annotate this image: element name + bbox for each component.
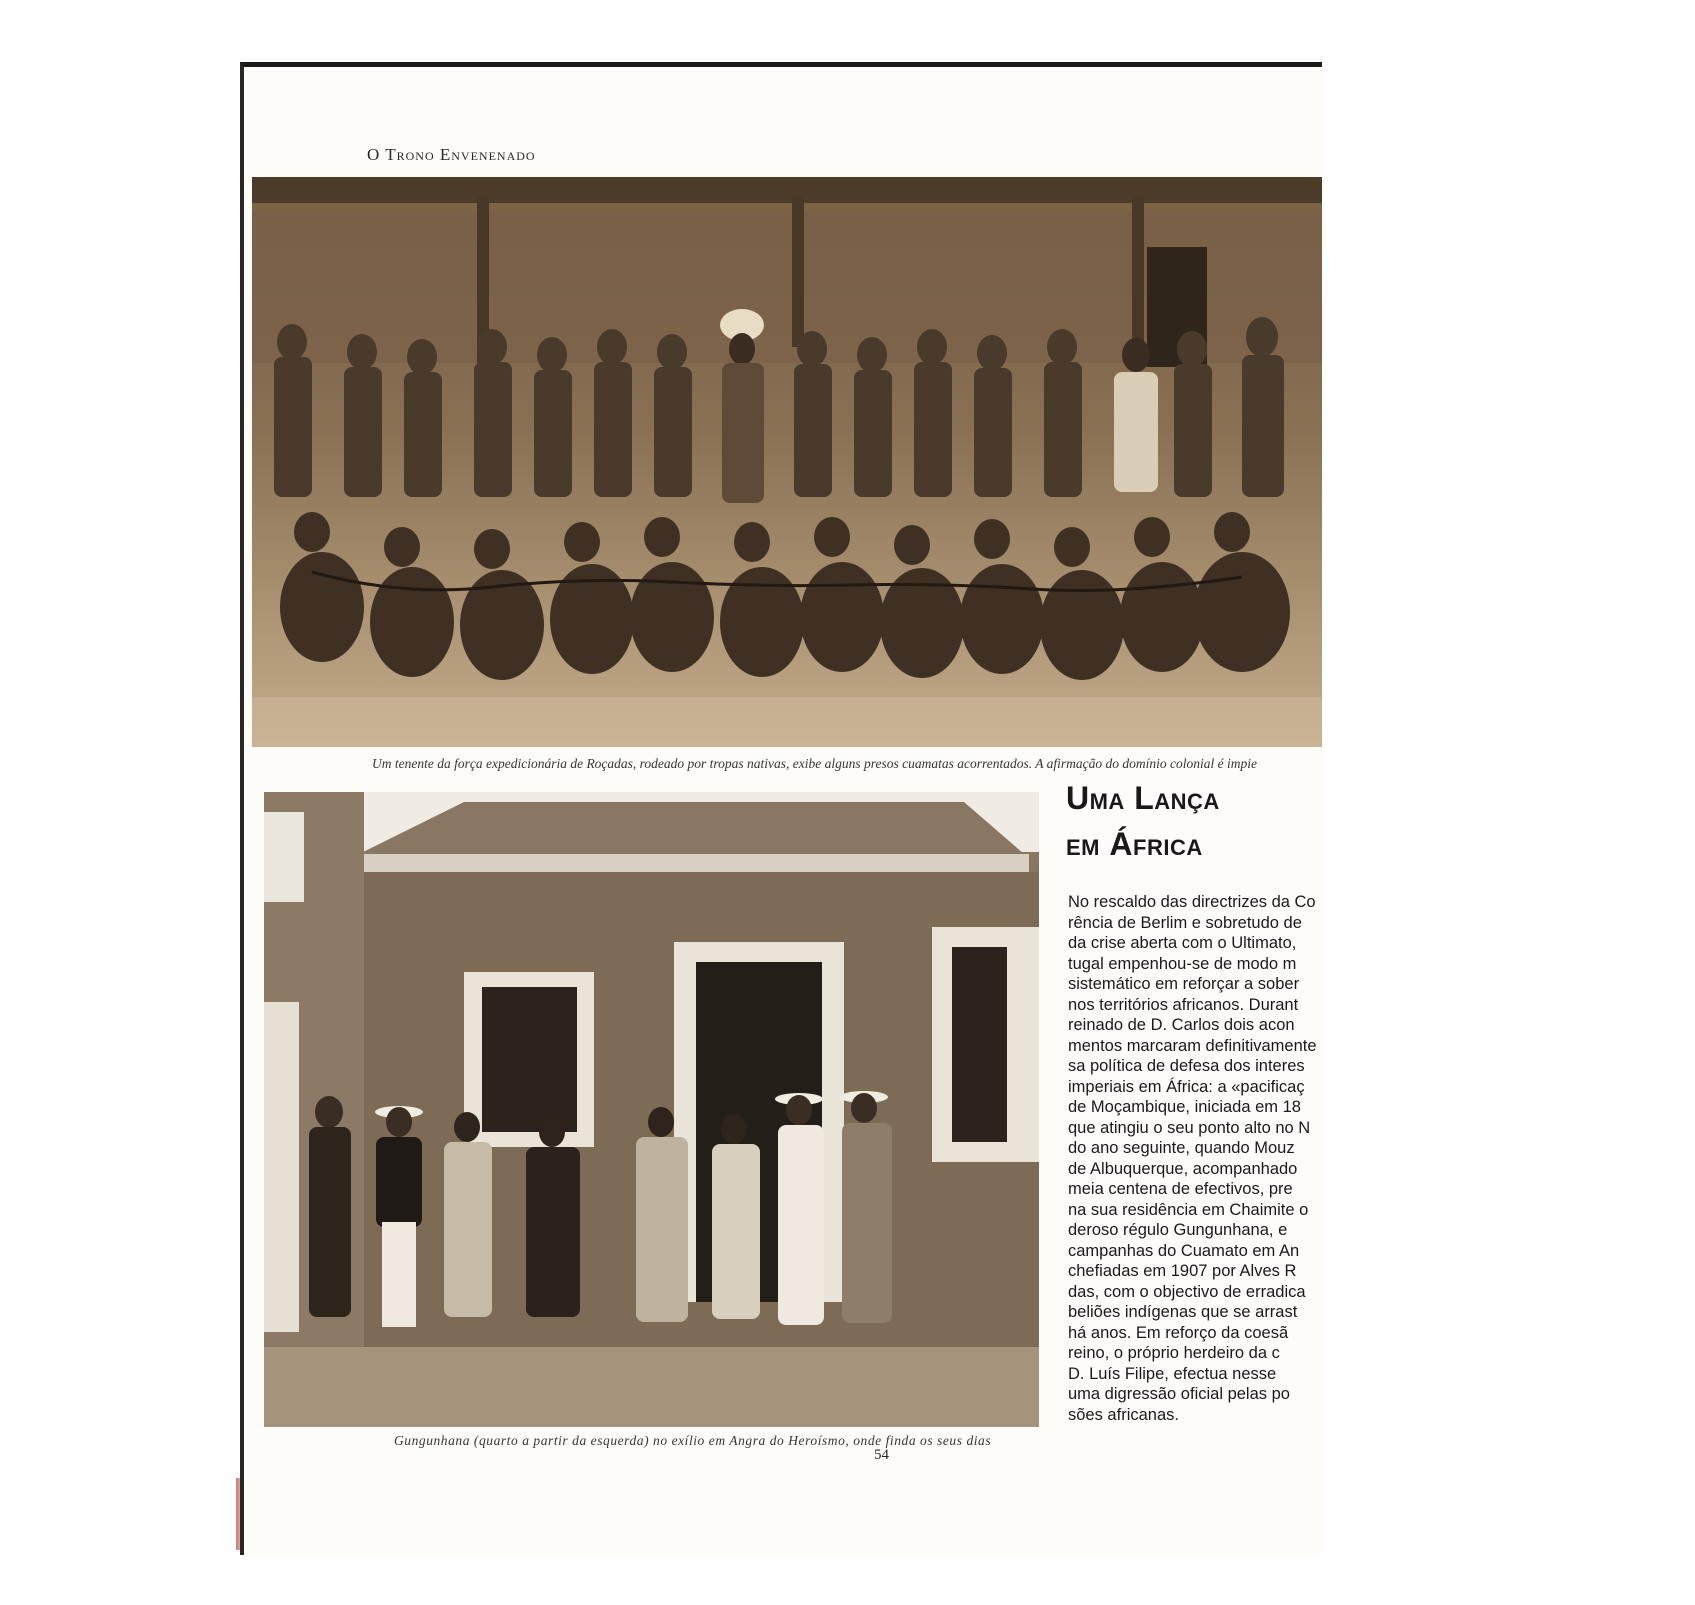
body-line: das, com o objectivo de erradica — [1068, 1282, 1306, 1301]
body-line: de Moçambique, iniciada em 18 — [1068, 1098, 1301, 1116]
body-line: há anos. Em reforço da coesã — [1068, 1323, 1289, 1342]
body-line: de Albuquerque, acompanhado — [1068, 1159, 1298, 1178]
photo-gungunhana-exile — [264, 792, 1039, 1427]
body-line: do ano seguinte, quando Mouz — [1068, 1139, 1295, 1157]
article-title — [1066, 775, 1220, 867]
body-line: da crise aberta com o Ultimato, — [1068, 934, 1297, 952]
body-line: sistemático em reforçar a sober — [1068, 975, 1300, 993]
body-line: beliões indígenas que se arrast — [1068, 1303, 1298, 1321]
body-line: imperiais em África: a «pacificaç — [1068, 1077, 1305, 1096]
body-line: reinado de D. Carlos dois acon — [1068, 1016, 1295, 1034]
body-line: campanhas do Cuamato em An — [1068, 1241, 1300, 1260]
photo-soldiers-illustration — [252, 177, 1322, 747]
article-body — [1068, 892, 1322, 1424]
photo-gungunhana-illustration — [264, 792, 1039, 1427]
body-line: reino, o próprio herdeiro da c — [1068, 1344, 1280, 1362]
body-line: D. Luís Filipe, efectua nesse — [1068, 1364, 1277, 1383]
body-line: uma digressão oficial pelas po — [1068, 1385, 1290, 1403]
body-line: No rescaldo das directrizes da Co — [1068, 893, 1316, 911]
body-line: sa política de defesa dos interes — [1068, 1057, 1305, 1075]
body-line: rência de Berlim e sobretudo de — [1068, 913, 1302, 932]
article-title-line-2: em África — [1066, 826, 1203, 862]
photo-top-caption: Um tenente da força expedicionária de Roçadas, rodeado por tropas nativas, exibe alguns presos cuamatas acorrentados. A afirmação do domínio colonial é impie — [372, 756, 1258, 771]
article-title-line-1: Uma Lança — [1066, 780, 1220, 816]
photo-soldiers-prisoners — [252, 177, 1322, 747]
body-line: na sua residência em Chaimite o — [1068, 1200, 1309, 1219]
running-head: O Trono Envenenado — [367, 145, 536, 164]
body-line: nos territórios africanos. Durant — [1068, 995, 1299, 1014]
body-line: sões africanas. — [1068, 1405, 1179, 1424]
body-line: chefiadas em 1907 por Alves R — [1068, 1262, 1297, 1280]
body-line: mentos marcaram definitivamente — [1068, 1036, 1317, 1055]
body-line: meia centena de efectivos, pre — [1068, 1180, 1293, 1198]
body-line: tugal empenhou-se de modo m — [1068, 954, 1297, 973]
book-page — [240, 62, 1322, 1555]
page-number: 54 — [874, 1447, 889, 1463]
body-line: deroso régulo Gungunhana, e — [1068, 1221, 1288, 1239]
photo-bottom-caption: Gungunhana (quarto a partir da esquerda) no exílio em Angra do Heroísmo, onde finda os seus dias — [394, 1433, 992, 1448]
body-line: que atingiu o seu ponto alto no N — [1068, 1118, 1311, 1137]
